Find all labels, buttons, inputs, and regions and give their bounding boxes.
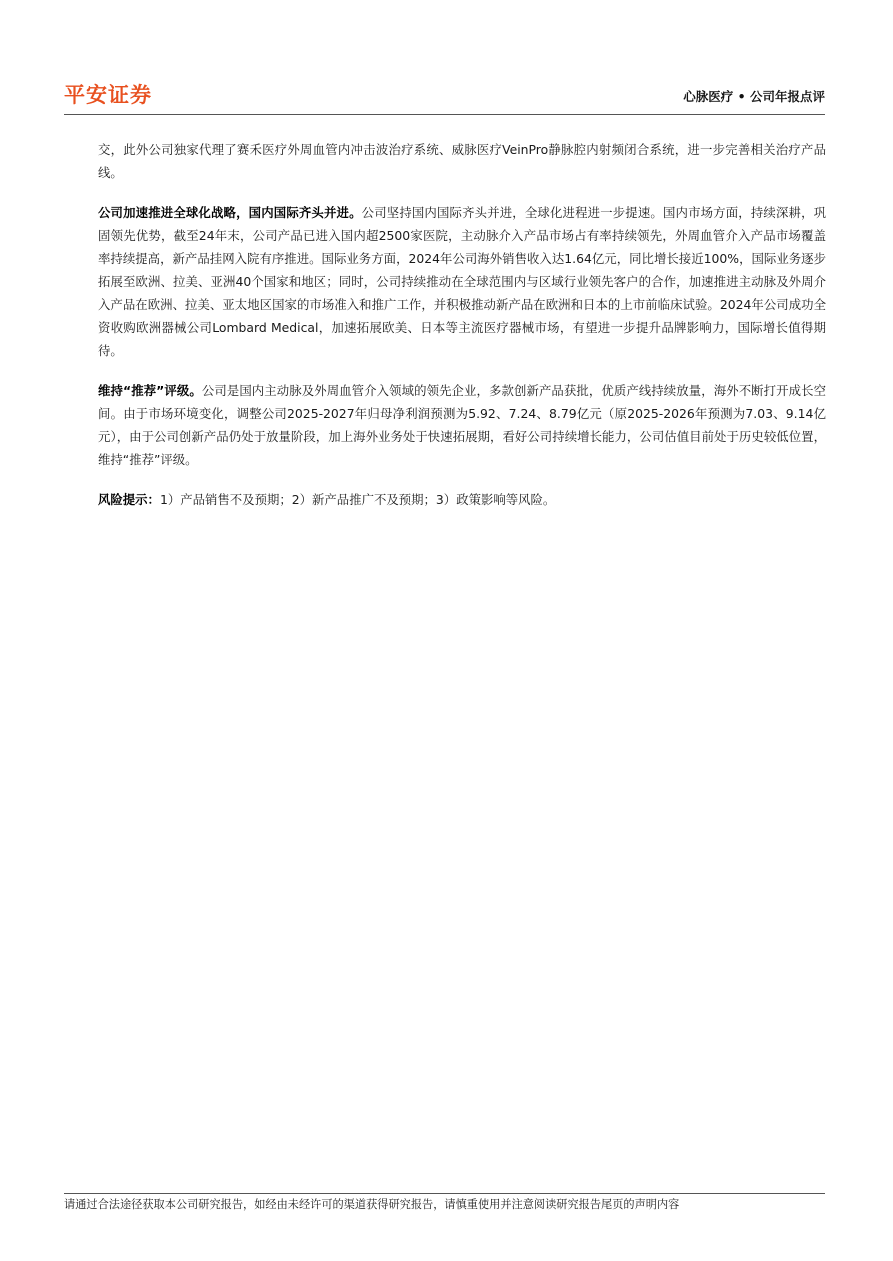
paragraph-text: 交，此外公司独家代理了赛禾医疗外周血管内冲击波治疗系统、威脉医疗VeinPro静脉腔内射频闭合系统，进一步完善相关治疗产品线。 xyxy=(98,142,826,180)
paragraph-globalization xyxy=(98,201,826,362)
paragraph-rating xyxy=(98,379,826,471)
header-divider xyxy=(64,114,825,115)
paragraph-product-line xyxy=(98,138,826,184)
paragraph-lead: 公司加速推进全球化战略，国内国际齐头并进。 xyxy=(98,205,362,220)
paragraph-text: 公司是国内主动脉及外周血管介入领域的领先企业，多款创新产品获批，优质产线持续放量，海外不断打开成长空间。由于市场环境变化，调整公司2025-2027年归母净利润预测为5.92、7.24、8.79亿元（原2025-2026年预测为7.03、9.14亿元），由于公司创新产品仍处于放量阶段，加上海外业务处于快速拓展期，看好公司持续增长能力，公司估值目前处于历史较低位置，维持“推荐”评级。 xyxy=(98,383,826,467)
paragraph-text: 1）产品销售不及预期；2）新产品推广不及预期；3）政策影响等风险。 xyxy=(159,492,556,507)
paragraph-text: 公司坚持国内国际齐头并进，全球化进程进一步提速。国内市场方面，持续深耕，巩固领先优势，截至24年末，公司产品已进入国内超2500家医院，主动脉介入产品市场占有率持续领先，外周血管介入产品市场覆盖率持续提高，新产品挂网入院有序推进。国际业务方面，2024年公司海外销售收入达1.64亿元，同比增长接近100%，国际业务逐步拓展至欧洲、拉美、亚洲40个国家和地区；同时，公司持续推动在全球范围内与区域行业领先客户的合作，加速推进主动脉及外周介入产品在欧洲、拉美、亚太地区国家的市场准入和推广工作，并积极推动新产品在欧洲和日本的上市前临床试验。2024年公司成功全资收购欧洲器械公司Lombard Medical，加速拓展欧美、日本等主流医疗器械市场，有望进一步提升品牌影响力，国际增长值得期待。 xyxy=(98,205,827,358)
report-body xyxy=(98,138,826,528)
footer-divider xyxy=(64,1193,825,1194)
report-type-label: 心脉医疗 • 公司年报点评 xyxy=(683,89,825,104)
footer-disclaimer: 请通过合法途径获取本公司研究报告，如经由未经许可的渠道获得研究报告，请慎重使用并注意阅读研究报告尾页的声明内容 xyxy=(64,1198,680,1211)
paragraph-lead: 维持“推荐”评级。 xyxy=(98,383,202,398)
page-header xyxy=(64,80,825,114)
paragraph-risk xyxy=(98,488,826,511)
paragraph-lead: 风险提示： xyxy=(98,492,160,507)
company-logo: 平安证券 xyxy=(64,83,152,107)
